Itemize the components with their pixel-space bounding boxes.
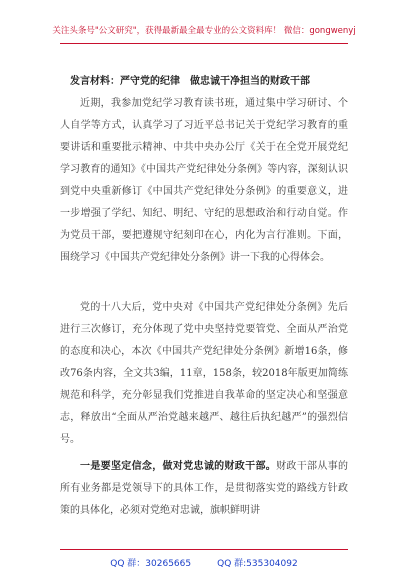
section-heading: 一是要坚定信念，做对党忠诚的财政干部。	[80, 461, 277, 472]
body-paragraph-1: 近期，我参加党纪学习教育读书班，通过集中学习研讨、个人自学等方式，认真学习了习近平总书记关于党纪学习教育的重要讲话和重要批示精神、中共中央办公厅《关于在全党开展党纪学习教育的通知》《中国共产党纪律处分条例》等内容，深刻认识到党中央重新修订《中国共产党纪律处分条例》的重要意义，进一步增强了学纪、知纪、明纪、守纪的思想政治和行动自觉。作为党员干部，要把遵规守纪刻印在心，内化为言行准则。下面，围绕学习《中国共产党纪律处分条例》讲一下我的心得体会。	[60, 98, 348, 263]
document-title: 发言材料：严守党的纪律 做忠诚干净担当的财政干部	[70, 76, 310, 87]
header-divider	[60, 43, 348, 44]
body-paragraph-2: 党的十八大后，党中央对《中国共产党纪律处分条例》先后进行三次修订，充分体现了党中央坚持党要管党、全面从严治党的态度和决心，本次《中国共产党纪律处分条例》新增16条，修改76条内容，全文共3编，11章，158条，较2018年版更加简练规范和科学，充分彰显我们党推进自我革命的坚定决心和坚强意志，释放出“全面从严治党越来越严、越往后执纪越严”的强烈信号。	[60, 302, 348, 445]
footer-qq-group-2: QQ 群:535304092	[217, 559, 298, 569]
footer-divider	[60, 549, 348, 550]
body-paragraph-3	[60, 456, 348, 522]
section-text: 财政干部从事的所有业务都是党领导下的具体工作，是贯彻落实党的路线方针政策的具体化，必须对党绝对忠诚，旗帜鲜明讲	[60, 461, 349, 516]
header-promo-note: 关注头条号"公文研究"，获得最新最全最专业的公文资料库！ 微信：gongwenyj	[52, 26, 356, 36]
footer-qq-group-1: QQ 群：30265665	[110, 559, 192, 569]
footer	[0, 556, 408, 569]
